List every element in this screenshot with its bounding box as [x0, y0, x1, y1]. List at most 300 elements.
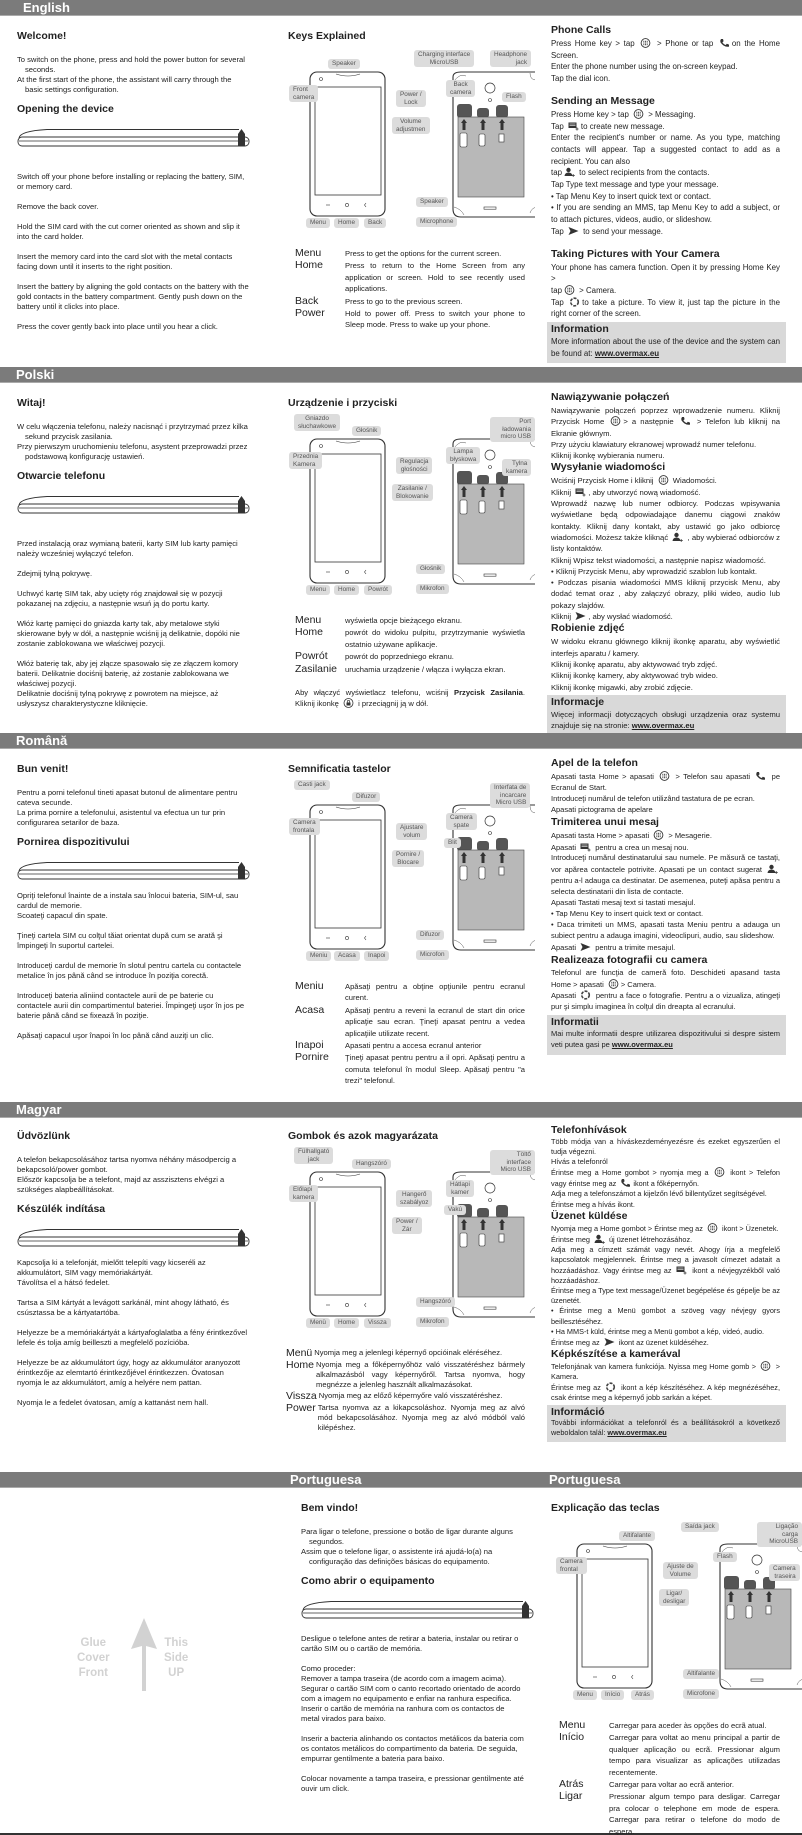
text-run: További információkat a telefonról és a beállításokról a következő weboldalon talál:	[551, 1418, 780, 1438]
paragraph: Switch off your phone before installing or replacing the battery, SIM, or memory card.	[17, 172, 245, 191]
key-definition-row	[286, 1347, 525, 1359]
diagram-label: Pornire / Blocare	[392, 850, 424, 867]
spacer	[301, 1764, 525, 1774]
section-heading: Pornirea dispozitivului	[17, 836, 130, 848]
text-run: to select recipients from the contacts.	[576, 168, 710, 178]
spacer	[17, 212, 250, 222]
apps-icon	[610, 416, 621, 426]
paragraph: • Érintse meg a Menü gombot a szöveg vagy névjegy gyors beillesztéséhez.	[551, 1306, 780, 1326]
key-description: Press to get the options for the current screen.	[345, 249, 502, 258]
paragraph: Adja meg a telefonszámot a kijelzőn lévő billentyűzet segítségével.	[551, 1189, 767, 1199]
column-keys	[268, 16, 535, 363]
key-definition-row	[295, 1051, 525, 1086]
information-box	[547, 695, 786, 736]
column-keys	[535, 1488, 802, 1835]
diagram-label: Głośnik	[352, 426, 381, 436]
key-name: Ligar	[559, 1790, 583, 1803]
diagram-label: Mikrofon	[416, 584, 449, 594]
paragraph	[551, 1245, 780, 1286]
paragraph: Introduceţi bateria aliniind contactele aurii de pe baterie cu contactele aurii din compartimentul bateriei. Împingeţi uşor în jos pe baterie până când se fixează în poziţie.	[17, 991, 245, 1020]
cover-opening-diagram	[301, 1598, 535, 1620]
paragraph: • Podczas pisania wiadomości MMS kliknij przycisk Menu, aby dodać temat oraz , aby załączyć obrazy, pliki wideo, audio lub pokazy slajdów.	[551, 578, 780, 610]
text-run: Nawiązywanie połączeń poprzez wprowadzenie numeru. Kliknij Przycisk Home	[551, 406, 780, 427]
text-run: ikont az üzenet küldéséhez.	[616, 1337, 709, 1347]
glue-word: Glue	[80, 1637, 107, 1649]
section-heading: Witaj!	[17, 397, 46, 409]
text-run: Wiadomości.	[670, 476, 717, 486]
column-calls	[535, 16, 802, 363]
key-name: Zasilanie	[295, 662, 338, 675]
spacer	[17, 649, 250, 659]
paragraph: Helyezze be a memóriakártyát a kártyafoglalatba a fény érintkezővel lefele és tolja amíg beilleszti a megfelelő pozícióba.	[17, 1328, 248, 1347]
section-language-label: Polski	[16, 367, 55, 382]
key-definitions	[286, 1347, 525, 1433]
contact-add-icon	[767, 864, 778, 874]
cover-opening-diagram	[17, 859, 251, 881]
section-header-bar	[0, 367, 802, 383]
diagram-label: Speaker	[328, 59, 360, 69]
text-run: > Telefon lub kliknij na Ekranie głównym.	[551, 417, 780, 438]
diagram-label: Hangszóró	[352, 1159, 391, 1169]
information-text	[551, 709, 780, 732]
text-run: Apasati tasta Home > apasati	[551, 772, 658, 781]
key-description: powrót do widoku pulpitu, przytrzymanie wyświetla ostatnio używane aplikacje.	[345, 628, 525, 649]
diagram-label: Hangerő szabályoz	[396, 1190, 432, 1207]
section-heading: Taking Pictures with Your Camera	[551, 247, 720, 260]
key-label: Home	[334, 218, 359, 228]
key-name: Power	[295, 307, 325, 320]
keys-diagram	[268, 414, 535, 602]
diagram-label: Microfone	[683, 1689, 719, 1699]
text-run: pentru a crea un mesaj nou.	[593, 842, 689, 852]
spacer	[17, 609, 250, 619]
text-run: . Kliknij ikonkę	[295, 688, 525, 709]
phone-front-back-diagram	[268, 414, 535, 602]
information-box	[547, 322, 786, 363]
section-heading: Nawiązywanie połączeń	[551, 391, 670, 403]
column-keys	[268, 383, 535, 735]
apps-icon	[707, 1223, 718, 1233]
paragraph	[551, 38, 780, 61]
text-run: Telefonul are funcţia de cameră foto. Deschideti apasand tasta Home > apasati	[551, 967, 780, 989]
apps-icon	[564, 285, 575, 295]
column-welcome	[268, 1488, 535, 1835]
section-heading: Phone Calls	[551, 24, 612, 36]
text-run: Telefonjának van kamera funkciója. Nyissa meg Home gomb >	[551, 1361, 759, 1371]
paragraph: • Tap Menu Key to insert quick text or contact.	[551, 191, 712, 201]
paragraph: W celu włączenia telefonu, należy nacisnąć i przytrzymać przez kilka sekund przycisk zasilania.	[17, 422, 248, 441]
column-keys	[268, 749, 535, 1087]
compose-icon	[580, 842, 591, 852]
diagram-label: Mikrofon	[416, 1317, 449, 1327]
paragraph: Távolítsa el a hátsó fedelet.	[17, 1278, 110, 1287]
diagram-label: Hangszóró	[416, 1297, 455, 1307]
key-label: Vissza	[364, 1318, 391, 1328]
text-run: Nyomja meg a Home gombot > Érintse meg az	[551, 1223, 705, 1233]
diagram-label: Power / Zár	[392, 1217, 422, 1234]
key-label: Menu	[306, 585, 330, 595]
text-run: Érintse meg az	[551, 1337, 602, 1347]
section-language-label	[535, 367, 802, 382]
text-run: to take a picture. To view it, just tap the picture in the right corner of the screen.	[551, 297, 780, 319]
keys-diagram	[268, 47, 535, 235]
text-run: > Camera.	[620, 979, 657, 989]
diagram-label: Microfon	[416, 950, 449, 960]
section-language-label	[268, 0, 535, 15]
contact-add-icon	[594, 1234, 605, 1244]
section-heading: Realizeaza fotografii cu camera	[551, 953, 708, 966]
text-run: új üzenet létrehozásához.	[606, 1234, 693, 1244]
shutter-icon	[580, 990, 591, 1000]
contact-add-icon	[564, 167, 575, 177]
apps-icon	[760, 1361, 771, 1371]
diagram-label: Ligação carga MicroUSB	[757, 1522, 802, 1547]
diagram-label: Headphone jack	[490, 50, 531, 67]
paragraph: Enter the phone number using the on-screen keypad.	[551, 62, 738, 72]
diagram-label: Altifalante	[683, 1669, 719, 1679]
section-romana	[0, 733, 802, 1102]
section-columns	[0, 1118, 802, 1442]
diagram-label: Ligar/ desligar	[659, 1589, 689, 1606]
shutter-icon	[605, 1382, 616, 1392]
apps-icon	[714, 1167, 725, 1177]
paragraph: Przy użyciu klawiatury ekranowej wprowadź numer telefonu.	[551, 439, 757, 449]
key-definition-row	[295, 626, 525, 650]
website-link[interactable]: www.overmax.eu	[631, 721, 695, 731]
diagram-label: Zasilanie / Blokowanie	[392, 484, 433, 501]
keys-diagram	[535, 1519, 802, 1707]
spacer	[17, 579, 250, 589]
section-heading: Bun venit!	[17, 763, 69, 775]
key-description: Carregar para voltar ao ecrã anterior.	[609, 1780, 734, 1790]
paragraph: Assim que o telefone ligar, o assistente irá ajudá-lo(a) na configuração das definições básicas do equipamento.	[301, 1547, 493, 1566]
paragraph: Introduceţi numărul de telefon utilizând tastatura de pe ecran.	[551, 793, 755, 803]
text-run: Aby włączyć wyświetlacz telefonu, wciśnij	[295, 688, 454, 698]
paragraph	[551, 1382, 780, 1403]
paragraph	[551, 1361, 780, 1382]
bold-text: Przycisk Zasilania	[454, 688, 523, 698]
paragraph	[551, 1234, 780, 1245]
paragraph: Scoateţi capacul din spate.	[17, 911, 108, 920]
paragraph: Több módja van a híváskezdeményezésre és ezeket egyszerűen el tudja végezni.	[551, 1137, 780, 1157]
apps-icon	[659, 771, 670, 781]
paragraph: Włóż kartę pamięci do gniazda karty tak, aby metalowe styki skierowane były w dół, a następnie wciśnij ją delikatnie, dopóki nie zostanie zablokowana we właściwej pozycji.	[17, 619, 240, 648]
key-definition-row	[559, 1778, 780, 1790]
key-definition-row	[286, 1390, 525, 1402]
key-label: Back	[364, 218, 386, 228]
key-description: Tartsa nyomva az a kikapcsoláshoz. Nyomja meg az alvó mód bekapcsolásához. Nyomja meg az alvó módból való kilépéshez.	[317, 1403, 525, 1432]
key-label: Home	[334, 585, 359, 595]
key-name: Meniu	[295, 980, 324, 992]
section-header-bar	[0, 1102, 802, 1118]
paragraph	[551, 167, 780, 179]
key-definitions	[559, 1719, 780, 1835]
text-run: More information about the use of the device and the system can be found at:	[551, 337, 780, 358]
key-definition-row	[559, 1790, 780, 1835]
text-run: ikont a névjegyzékből való hozzáadáshoz.	[551, 1266, 780, 1286]
glue-word: This	[164, 1637, 188, 1649]
phone-front-back-diagram	[535, 1519, 802, 1707]
text-run: Tap	[551, 226, 566, 236]
apps-icon	[658, 475, 669, 485]
diagram-label: Camera frontal	[556, 1557, 587, 1574]
apps-icon	[608, 979, 619, 989]
paragraph: Remove the back cover.	[17, 202, 99, 211]
key-description: wyświetla opcje bieżącego ekranu.	[345, 616, 462, 625]
diagram-label: Saída jack	[681, 1522, 719, 1532]
paragraph: Kliknij ikonkę wybierania numeru.	[551, 451, 665, 461]
text-run: > a następnie	[623, 417, 678, 427]
text-run: Érintse meg az	[551, 1382, 604, 1392]
text-run: > Camera.	[576, 285, 617, 295]
column-welcome	[0, 749, 268, 1087]
text-run: Érintse meg	[551, 1234, 592, 1244]
paragraph: Insert the battery by aligning the gold contacts on the battery with the gold contacts in the battery compartment. Gently push down on the battery until it clicks into place.	[17, 282, 249, 311]
key-description: Press to return to the Home Screen from any application or screen. Hold to see recently used applications.	[345, 261, 525, 294]
spacer	[17, 1388, 250, 1398]
paragraph: Hívás a telefonról	[551, 1157, 608, 1167]
diagram-label: Przednia Kamera	[289, 452, 322, 469]
spacer	[17, 951, 250, 961]
text-run: to send your message.	[580, 226, 663, 236]
key-name: Início	[559, 1731, 585, 1744]
diagram-label: Előlapi kamera	[289, 1185, 318, 1202]
phone-front-back-diagram	[268, 47, 535, 235]
keys-diagram	[268, 780, 535, 968]
section-language-label	[268, 367, 535, 382]
section-language-label	[535, 1102, 802, 1117]
diagram-label: Camera frontala	[289, 818, 320, 835]
phone-icon	[755, 771, 766, 781]
section-heading: Semnificatia tastelor	[288, 763, 391, 775]
section-language-label: Portuguesa	[549, 1472, 621, 1487]
column-welcome	[0, 1118, 268, 1442]
diagram-label: Camera traseira	[769, 1564, 800, 1581]
section-heading: Sending an Message	[551, 94, 655, 107]
section-heading: Képkészítése a kamerával	[551, 1347, 681, 1360]
phone-icon	[680, 416, 691, 426]
section-heading: Készülék indítása	[17, 1203, 106, 1215]
diagram-label: Interfata de incarcare Micro USB	[490, 783, 530, 808]
information-title: Informacje	[551, 695, 605, 708]
paragraph: Introduceţi cardul de memorie în slotul pentru cartela cu contactele metalice în jos până când se introduce în poziţia corectă.	[17, 961, 242, 980]
key-description: Nyomja meg az előző képernyőre való visszatéréshez.	[318, 1391, 503, 1400]
send-icon	[580, 942, 591, 952]
diagram-label: Back camera	[446, 80, 475, 97]
paragraph: Your phone has camera function. Open it by pressing Home Key >	[551, 262, 780, 284]
text-run: Press Home key > tap	[551, 39, 639, 48]
paragraph: Insert the memory card into the card slot with the metal contacts facing down until it inserts to the right position.	[17, 252, 233, 271]
diagram-label: Microphone	[416, 217, 457, 227]
key-definition-row	[295, 247, 525, 259]
key-description: Apăsaţi pentru a obţine opţiunile pentru ecranul curent.	[345, 982, 525, 1003]
diagram-label: Głośnik	[416, 564, 445, 574]
text-run: i przeciągnij ją w dół.	[356, 699, 429, 709]
diagram-label: Hátlapi kamer	[446, 1180, 474, 1197]
text-run: ikont a főképernyőn.	[633, 1179, 700, 1189]
paragraph: Uchwyć kartę SIM tak, aby ucięty róg znajdował się w pozycji pokazanej na zdjęciu, a następnie wsuń ją do portu karty.	[17, 589, 223, 608]
paragraph: W widoku ekranu głównego kliknij ikonkę aparatu, aby wyświetlić interfejs aparatu / kamery.	[551, 637, 780, 658]
key-label: Menu	[573, 1690, 597, 1700]
paragraph	[551, 121, 780, 133]
diagram-label: Difuzor	[416, 930, 444, 940]
paragraph: To switch on the phone, press and hold the power button for several seconds.	[17, 55, 245, 74]
key-definitions	[295, 980, 525, 1087]
paragraph: Kliknij ikonkę kamery, aby aktywować tryb wideo.	[551, 671, 718, 681]
section-columns	[0, 16, 802, 363]
paragraph: Włóż baterię tak, aby jej złącze spasowało się ze złączem komory baterii. Delikatnie dociśnij baterię, aż zostanie zablokowana we właściwej pozycji.	[17, 659, 239, 688]
text-run: Kliknij	[551, 487, 574, 497]
section-heading: Welcome!	[17, 30, 67, 42]
paragraph: Először kapcsolja be a telefont, majd az asszisztens elvégzi a szükséges alapbeállításokat.	[17, 1175, 225, 1194]
paragraph	[551, 405, 780, 439]
section-language-label: Magyar	[16, 1102, 62, 1117]
key-description: Nyomja meg a főképernyőhöz való visszatéréshez bármely alkalmazásból vagy képernyőről. Tartsa nyomva, hogy megnézze a jelenleg használt alkalmazásokat.	[316, 1360, 525, 1389]
section-columns	[0, 383, 802, 735]
diagram-label: Power / Lock	[396, 90, 426, 107]
up-arrow-icon	[129, 1616, 159, 1692]
key-definitions	[295, 247, 525, 331]
paragraph: • Daca trimiteti un MMS, apasati tasta Meniu pentru a adauga un subiect pentru a adauga imagini, videoclipuri, audio, sau slideshow.	[551, 919, 780, 940]
text-run: tap	[551, 168, 562, 178]
section-heading: Como abrir o equipamento	[301, 1575, 435, 1587]
power-note	[295, 687, 525, 709]
information-text	[551, 1418, 780, 1438]
key-definition-row	[295, 295, 525, 307]
spacer	[301, 1724, 525, 1734]
key-definition-row	[559, 1719, 780, 1731]
diagram-label: Charging interface MicroUSB	[414, 50, 474, 67]
key-definition-row	[295, 1039, 525, 1051]
section-header-bar	[0, 0, 802, 16]
diagram-label: Regulacja głośności	[396, 457, 432, 474]
paragraph: Przy pierwszym uruchomieniu telefonu, asystent przeprowadzi przez podstawową konfigurację ustawień.	[17, 442, 248, 461]
phone-front-back-diagram	[268, 780, 535, 968]
key-label: Home	[334, 1318, 359, 1328]
apps-icon	[640, 38, 651, 48]
section-language-label	[0, 1472, 268, 1487]
text-run: pentru a-l adauga ca destinatar. De asemenea, puteţi apăsa pentru a selecta destinatarii din lista de contacte.	[551, 876, 780, 897]
key-description: Carregar para voltat ao menu principal a partir de qualquer aplicação ou ecrã. Pressionar algum tempo para visualizar as aplicações utilizadas recentemente.	[609, 1733, 780, 1777]
spacer	[17, 1348, 250, 1358]
text-run: Wciśnij Przycisk Home i kliknij	[551, 476, 656, 486]
paragraph: Inserir a bacteria alinhando os contactos metálicos da bateria com os contatos metálicos do compartimento da bateria. De seguida, empurrar gentilmente a bateria para baixo.	[301, 1734, 524, 1763]
paragraph: Pentru a porni telefonul tineti apasat butonul de alimentare pentru cateva secunde.	[17, 788, 238, 807]
paragraph	[551, 109, 780, 121]
key-description: Nyomja meg a jelenlegi képernyő opcióinak eléréséhez.	[314, 1348, 503, 1357]
paragraph: Tap Type text message and type your message.	[551, 180, 719, 190]
paragraph: Zdejmij tylną pokrywę.	[17, 569, 93, 578]
spacer	[17, 192, 250, 202]
key-definition-row	[295, 980, 525, 1004]
text-run: , aby utworzyć nową wiadomość.	[588, 487, 701, 497]
text-run: to create new message.	[580, 121, 665, 131]
diagram-label: Difuzor	[352, 792, 380, 802]
website-link[interactable]: www.overmax.eu	[607, 1428, 667, 1438]
website-link[interactable]: www.overmax.eu	[611, 1040, 673, 1050]
paragraph	[551, 1223, 780, 1234]
compose-icon	[676, 1265, 687, 1275]
paragraph: Tartsa a SIM kártyát a levágott sarkánál, mint ahogy látható, és csúsztassa be a kártyatartóba.	[17, 1298, 229, 1317]
compose-icon	[575, 487, 586, 497]
diagram-label: Flash	[502, 92, 526, 102]
information-text	[551, 1029, 780, 1051]
paragraph: Enter the recipient's number or name. As you type, matching contacts will appear. Tap a suggested contact to add as a recipient. You can also	[551, 133, 780, 166]
glue-word: UP	[168, 1667, 185, 1679]
column-calls	[535, 749, 802, 1087]
section-language-label: Română	[16, 733, 68, 748]
section-heading: Trimiterea unui mesaj	[551, 815, 659, 828]
key-description: Carregar para aceder às opções do ecrã atual.	[609, 1721, 767, 1730]
text-run: pentru a face o fotografie. Pentru a o vizualiza, atingeţi pur şi simplu imaginea în colţul din dreapta al ecranului.	[551, 991, 780, 1012]
apps-icon	[633, 109, 644, 119]
section-language-label	[268, 733, 535, 748]
text-run: > Phone or tap	[653, 39, 717, 48]
glue-word: Cover	[77, 1652, 110, 1664]
diagram-label: Port ładowania micro USB	[490, 417, 535, 442]
section-language-label: English	[23, 0, 70, 15]
paragraph: Press the cover gently back into place until you hear a click.	[17, 322, 218, 331]
spacer	[301, 1654, 525, 1664]
text-run: Apasati	[551, 842, 579, 852]
information-text	[551, 336, 780, 359]
paragraph	[551, 990, 780, 1013]
text-run: Apasati tasta Home > apasati	[551, 830, 652, 840]
key-label: Menü	[306, 1318, 330, 1328]
section-heading: Wysyłanie wiadomości	[551, 461, 666, 474]
section-heading: Üzenet küldése	[551, 1209, 628, 1222]
paragraph: Apasati Tastati mesaj text si tastati mesajul.	[551, 898, 696, 908]
section-heading: Urządzenie i przyciski	[288, 397, 398, 409]
key-definition-row	[286, 1359, 525, 1390]
text-run: > Messaging.	[646, 109, 696, 119]
spacer	[17, 529, 250, 539]
diagram-label: Gniazdo słuchawkowe	[294, 414, 340, 431]
diagram-label: Ajuste de Volume	[663, 1562, 698, 1579]
diagram-label: Vakú	[444, 1205, 466, 1215]
key-definition-row	[295, 307, 525, 331]
glue-word: Front	[78, 1667, 108, 1679]
paragraph: Opriţi telefonul înainte de a instala sau înlocui bateria, SIM-ul, sau cardul de memorie.	[17, 891, 239, 910]
diagram-label: Casti jack	[294, 780, 330, 790]
paragraph: Kliknij ikonkę migawki, aby zrobić zdjęcie.	[551, 682, 693, 692]
website-link[interactable]: www.overmax.eu	[594, 348, 660, 358]
text-run: Tap	[551, 121, 566, 131]
spacer	[17, 272, 250, 282]
paragraph: • Tap Menu Key to insert quick text or contact.	[551, 908, 704, 918]
key-definition-row	[295, 259, 525, 294]
diagram-label: Front camera	[289, 85, 318, 102]
diagram-label: Tylna kamera	[502, 459, 531, 476]
paragraph: Apăsaţi capacul uşor înapoi în loc până când auziţi un clic.	[17, 1031, 214, 1040]
phone-front-back-diagram	[268, 1147, 535, 1335]
key-label: Inapoi	[364, 951, 389, 961]
spacer	[17, 1318, 250, 1328]
text-run: Introduceţi numărul destinatarului sau numele. Pe măsură ce tastaţi, vor apărea contactele potrivite. Apasati pe un contact sugerat	[551, 853, 780, 875]
paragraph: Kapcsolja ki a telefonját, mielőtt telepíti vagy kicseréli az akkumulátort, SIM vagy memóriakártyát.	[17, 1258, 206, 1277]
text-run: ikont a kép készítéséhez. A kép megnézéséhez, csak érintse meg a képernyő jobb sarkán a képet.	[551, 1382, 780, 1403]
paragraph	[551, 498, 780, 554]
section-language-label	[535, 733, 802, 748]
paragraph: Nyomja le a fedelet óvatosan, amíg a kattanást nem hall.	[17, 1398, 209, 1407]
section-language-label: Portuguesa	[290, 1472, 362, 1487]
section-header-bar	[0, 1472, 802, 1488]
information-title: Information	[551, 323, 609, 336]
diagram-label: Speaker	[416, 197, 448, 207]
paragraph: Segurar o cartão SIM com o canto recortado orientado de acordo com a imagem no equipamento e enfiar na ranhura especifica.	[301, 1684, 521, 1703]
key-name: Acasa	[295, 1003, 325, 1016]
diagram-label: Fülhallgató jack	[294, 1147, 333, 1164]
